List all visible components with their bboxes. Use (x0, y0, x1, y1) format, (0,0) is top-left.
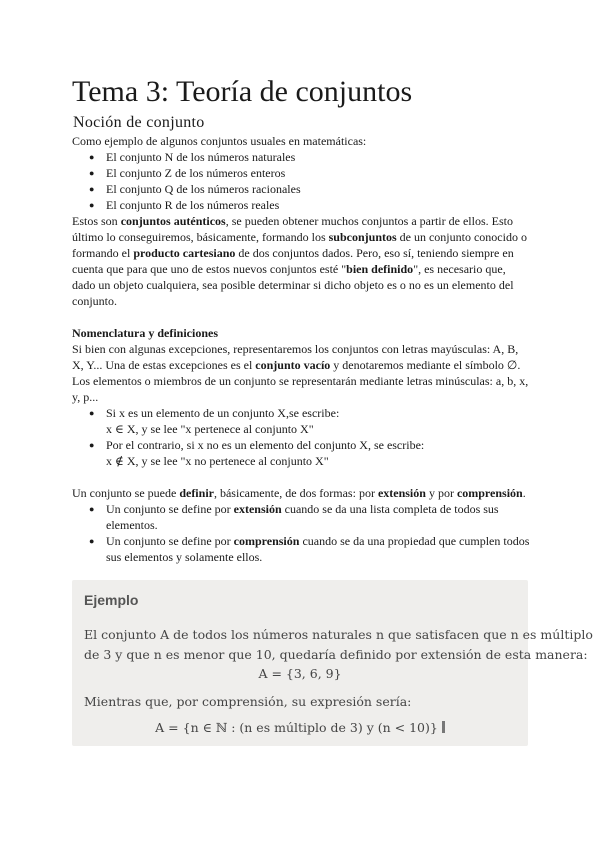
section-heading: Nomenclatura y definiciones (72, 326, 218, 340)
text-span: y denotaremos mediante el símbolo ∅. (330, 358, 521, 372)
list-item (72, 501, 530, 533)
text-span: de dos conjuntos dados. Pero, eso sí, teniendo siempre en cuenta que para que uno de estos nuevos conjuntos esté " (72, 246, 514, 276)
example-line: El conjunto A de todos los números naturales n que satisfacen que n es múltiplo (84, 627, 593, 642)
number-sets-list (72, 149, 530, 213)
bold-term: bien definido (346, 262, 414, 276)
text-span: de un conjunto conocido o formando el (72, 230, 527, 260)
text-span: Estos son (72, 214, 121, 228)
bold-term: definir (179, 486, 214, 500)
text-span: ", es necesario que, dado un objeto cualquiera, sea posible determinar si dicho objeto es o no es un elemento del conjunto. (72, 262, 514, 308)
formula-text: A = {n ∈ ℕ : (n es múltiplo de 3) y (n < 10)} (155, 720, 438, 735)
list-item (72, 405, 530, 437)
bold-term: extensión (377, 486, 426, 500)
text-span: x ∈ X, y se lee "x pertenece al conjunto X" (106, 422, 314, 436)
section-subtitle: Noción de conjunto (73, 114, 205, 131)
example-title: Ejemplo (84, 592, 139, 608)
text-span: cuando se da una propiedad que cumplen todos sus elementos y solamente ellos. (106, 534, 530, 564)
end-mark-icon (442, 721, 445, 733)
definition-block (72, 485, 530, 565)
bold-term: conjunto vacío (255, 358, 331, 372)
bold-term: comprensión (456, 486, 523, 500)
nomenclature-block (72, 325, 530, 469)
bold-term: subconjuntos (328, 230, 397, 244)
example-line: de 3 y que n es menor que 10, quedaría definido por extensión de esta manera: (84, 647, 588, 662)
text-span: x ∉ X, y se lee "x no pertenece al conjunto X" (106, 454, 329, 468)
example-line: Mientras que, por comprensión, su expresión sería: (84, 694, 412, 709)
intro-text: Como ejemplo de algunos conjuntos usuales en matemáticas: (72, 134, 367, 148)
text-span: , básicamente, de dos formas: por (213, 486, 378, 500)
list-item: ● El conjunto N de los números naturales (72, 149, 530, 165)
text-span: y por (425, 486, 457, 500)
example-image (72, 580, 593, 746)
text-span: cuando se da una lista completa de todos sus elementos. (106, 502, 499, 532)
list-item: ● El conjunto Z de los números enteros (72, 165, 530, 181)
definition-paragraph (72, 485, 530, 501)
text-span: , se pueden obtener muchos conjuntos a partir de ellos. Esto último lo conseguiremos, básicamente, formando los (72, 214, 513, 244)
list-item (72, 533, 530, 565)
text-span: Un conjunto se puede (72, 486, 180, 500)
example-formula-extension: A = {3, 6, 9} (258, 666, 342, 681)
bold-term: comprensión (233, 534, 300, 548)
example-formula-comprehension (72, 720, 528, 735)
list-item: ● El conjunto R de los números reales (72, 197, 530, 213)
text-span: Un conjunto se define por (106, 502, 234, 516)
list-item (72, 437, 530, 469)
authentic-sets-paragraph (72, 213, 530, 309)
membership-list (72, 405, 530, 469)
text-span: Si bien con algunas excepciones, representaremos los conjuntos con letras mayúsculas: A, B, X, Y... Una de estas excepciones es el (72, 342, 519, 372)
intro-block (72, 133, 530, 309)
page-title: Tema 3: Teoría de conjuntos (72, 75, 413, 108)
nomenclature-paragraph (72, 341, 530, 373)
text-span: . (522, 486, 526, 500)
bold-term: conjuntos auténticos (120, 214, 226, 228)
list-item: ● El conjunto Q de los números racionales (72, 181, 530, 197)
text-span: Un conjunto se define por (106, 534, 234, 548)
elements-paragraph: Los elementos o miembros de un conjunto se representarán mediante letras minúsculas: a, b, x, y, p... (72, 374, 529, 404)
text-span: Por el contrario, si x no es un elemento del conjunto X, se escribe: (106, 438, 425, 452)
definition-list (72, 501, 530, 565)
text-span: Si x es un elemento de un conjunto X,se escribe: (106, 406, 340, 420)
bold-term: producto cartesiano (133, 246, 236, 260)
bold-term: extensión (233, 502, 282, 516)
